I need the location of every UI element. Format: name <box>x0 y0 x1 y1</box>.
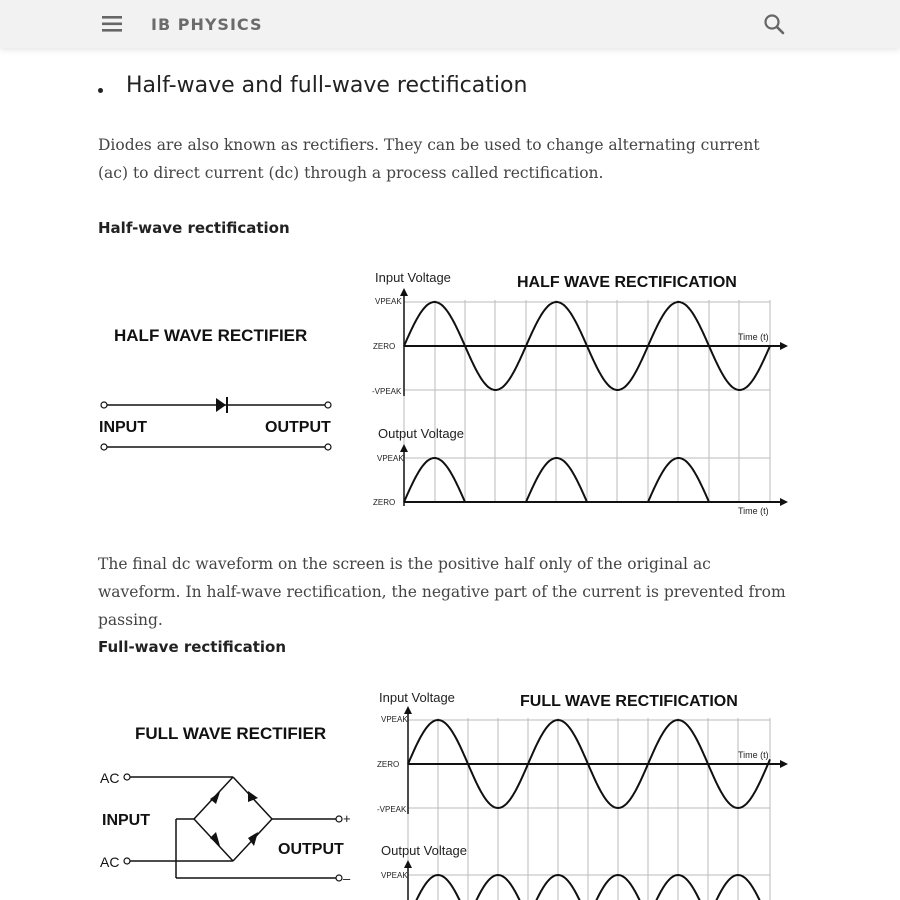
full-wave-diagram <box>98 682 790 900</box>
minus-label: – <box>343 871 351 886</box>
bullet-marker <box>98 88 103 93</box>
ac-label-top: AC <box>100 770 120 786</box>
section-title: Half-wave and full-wave rectification <box>126 73 528 98</box>
full-wave-circuit-title: FULL WAVE RECTIFIER <box>135 724 327 743</box>
output-vpeak-label: VPEAK <box>377 454 404 463</box>
input-time-label: Time (t) <box>738 332 769 342</box>
site-title[interactable]: IB PHYSICS <box>151 15 263 34</box>
input-zero-label: ZERO <box>373 342 396 351</box>
bridge-diode-symbols <box>210 791 258 846</box>
output-terminal-plus <box>336 816 342 822</box>
output-zero-label: ZERO <box>373 498 396 507</box>
ac-label-bottom: AC <box>100 854 120 870</box>
ac-terminal-top <box>124 774 130 780</box>
bridge-rectifier <box>130 777 339 878</box>
input-neg-vpeak-label: -VPEAK <box>372 387 402 396</box>
diode-symbol <box>216 397 227 413</box>
input-y-axis-arrow <box>400 288 408 296</box>
intro-paragraph: Diodes are also known as rectifiers. They can be used to change alternating current (ac) to direct current (dc) through a process called rectification. <box>98 136 760 182</box>
hamburger-menu-icon[interactable] <box>100 13 124 35</box>
plus-label: + <box>343 811 351 826</box>
fw-output-vpeak-label: VPEAK <box>381 871 408 880</box>
output-terminal-bottom <box>325 444 331 450</box>
fw-input-neg-vpeak-label: -VPEAK <box>377 805 407 814</box>
half-wave-input-voltage-label: Input Voltage <box>375 270 451 285</box>
output-terminal-top <box>325 402 331 408</box>
half-wave-circuit-title: HALF WAVE RECTIFIER <box>114 326 308 345</box>
half-wave-graph-title: HALF WAVE RECTIFICATION <box>517 274 737 291</box>
half-wave-output-voltage-label: Output Voltage <box>378 426 465 441</box>
full-wave-input-voltage-label: Input Voltage <box>379 690 455 705</box>
half-wave-heading: Half-wave rectification <box>98 219 290 237</box>
fw-input-time-axis-arrow <box>780 760 788 768</box>
input-terminal-bottom <box>101 444 107 450</box>
fw-input-vpeak-label: VPEAK <box>381 715 408 724</box>
fw-input-zero-label: ZERO <box>377 760 400 769</box>
half-wave-output-label: OUTPUT <box>265 419 331 436</box>
input-terminal-top <box>101 402 107 408</box>
app-header <box>0 0 900 48</box>
half-wave-diagram <box>98 262 790 518</box>
output-time-label: Time (t) <box>738 506 769 516</box>
ac-terminal-bottom <box>124 858 130 864</box>
full-wave-output-pulses <box>408 875 770 900</box>
output-time-axis-arrow <box>780 498 788 506</box>
half-wave-input-label: INPUT <box>99 419 147 436</box>
full-wave-heading: Full-wave rectification <box>98 638 287 656</box>
fw-input-y-axis-arrow <box>404 706 412 714</box>
full-wave-output-voltage-label: Output Voltage <box>381 843 468 858</box>
half-wave-description: The final dc waveform on the screen is the positive half only of the original ac waveform. In half-wave rectification, the negative part of the current is prevented from passing. <box>98 555 786 629</box>
fw-input-time-label: Time (t) <box>738 750 769 760</box>
fw-output-y-axis-arrow <box>404 860 412 868</box>
full-wave-graph-title: FULL WAVE RECTIFICATION <box>520 693 738 710</box>
output-y-axis-arrow <box>400 444 408 452</box>
input-time-axis-arrow <box>780 342 788 350</box>
input-vpeak-label: VPEAK <box>375 297 402 306</box>
full-wave-input-label: INPUT <box>102 812 150 829</box>
search-icon[interactable] <box>762 12 786 36</box>
full-wave-output-label: OUTPUT <box>278 841 344 858</box>
full-wave-grid <box>408 718 770 900</box>
output-terminal-minus <box>336 875 342 881</box>
